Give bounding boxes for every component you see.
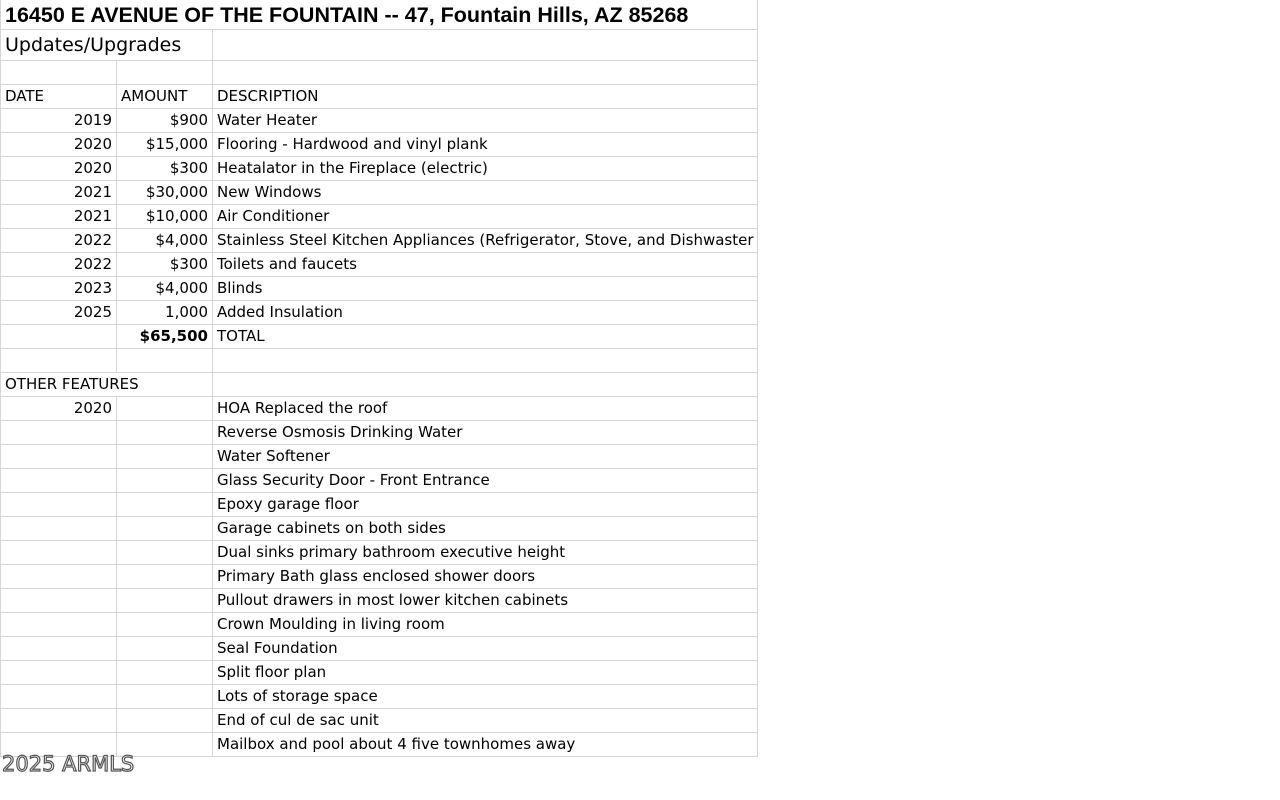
date-cell: 2019 [0,109,117,132]
description-cell: Stainless Steel Kitchen Appliances (Refrigerator, Stove, and Dishwaster [213,229,758,252]
list-item [0,637,758,661]
feature-description: Lots of storage space [213,685,758,708]
date-cell [0,709,117,732]
feature-description: Water Softener [213,445,758,468]
date-cell: 2022 [0,253,117,276]
feature-description: Crown Moulding in living room [213,613,758,636]
blank-row [0,61,758,85]
empty-cell [0,349,117,372]
date-cell: 2022 [0,229,117,252]
date-cell [0,565,117,588]
date-cell [0,613,117,636]
empty-cell [117,709,213,732]
empty-cell [213,61,758,84]
feature-description: Reverse Osmosis Drinking Water [213,421,758,444]
date-cell [0,661,117,684]
date-cell: 2021 [0,205,117,228]
feature-description: Glass Security Door - Front Entrance [213,469,758,492]
list-item [0,661,758,685]
empty-cell [117,349,213,372]
date-header: DATE [0,85,117,108]
description-cell: Added Insulation [213,301,758,324]
date-cell: 2025 [0,301,117,324]
list-item [0,421,758,445]
amount-cell: $10,000 [117,205,213,228]
empty-cell [213,349,758,372]
amount-cell: $300 [117,157,213,180]
date-cell [0,637,117,660]
feature-description: End of cul de sac unit [213,709,758,732]
amount-cell: $300 [117,253,213,276]
total-label: TOTAL [213,325,758,348]
description-cell: Blinds [213,277,758,300]
section-title: Updates/Upgrades [0,30,213,61]
feature-description: HOA Replaced the roof [213,397,758,420]
other-features-body [0,397,758,757]
other-features-heading-row [0,373,758,397]
feature-description: Garage cabinets on both sides [213,517,758,540]
empty-cell [213,373,758,396]
list-item [0,685,758,709]
table-row [0,253,758,277]
empty-cell [117,589,213,612]
empty-cell [117,421,213,444]
empty-cell [0,61,117,84]
empty-cell [117,541,213,564]
armls-watermark: 2025 ARMLS [2,752,135,776]
amount-cell: $900 [117,109,213,132]
table-row [0,205,758,229]
blank-row [0,349,758,373]
table-row [0,133,758,157]
amount-cell: $30,000 [117,181,213,204]
other-features-heading: OTHER FEATURES [0,373,213,396]
list-item [0,469,758,493]
date-cell: 2020 [0,133,117,156]
empty-cell [117,493,213,516]
feature-description: Split floor plan [213,661,758,684]
empty-cell [117,469,213,492]
empty-cell [117,445,213,468]
empty-cell [117,397,213,420]
description-cell: Toilets and faucets [213,253,758,276]
date-cell [0,589,117,612]
date-cell [0,517,117,540]
date-cell: 2020 [0,157,117,180]
amount-cell: 1,000 [117,301,213,324]
feature-description: Epoxy garage floor [213,493,758,516]
description-cell: New Windows [213,181,758,204]
amount-cell: $15,000 [117,133,213,156]
title-row [0,0,758,30]
list-item [0,541,758,565]
date-cell [0,493,117,516]
list-item [0,445,758,469]
empty-cell [117,613,213,636]
feature-description: Dual sinks primary bathroom executive height [213,541,758,564]
date-cell: 2023 [0,277,117,300]
empty-cell [117,661,213,684]
list-item [0,613,758,637]
property-address-title: 16450 E AVENUE OF THE FOUNTAIN -- 47, Fountain Hills, AZ 85268 [0,0,758,30]
description-header: DESCRIPTION [213,85,758,108]
empty-cell [117,61,213,84]
feature-description: Seal Foundation [213,637,758,660]
description-cell: Water Heater [213,109,758,132]
list-item [0,493,758,517]
subtitle-row [0,30,758,61]
empty-cell [117,517,213,540]
table-row [0,277,758,301]
table-row [0,157,758,181]
amount-cell: $4,000 [117,277,213,300]
feature-description: Pullout drawers in most lower kitchen cabinets [213,589,758,612]
list-item [0,397,758,421]
list-item [0,709,758,733]
table-row [0,301,758,325]
date-cell [0,685,117,708]
feature-description: Primary Bath glass enclosed shower doors [213,565,758,588]
list-item [0,565,758,589]
date-cell [0,445,117,468]
description-cell: Air Conditioner [213,205,758,228]
description-cell: Flooring - Hardwood and vinyl plank [213,133,758,156]
total-amount: $65,500 [117,325,213,348]
table-row [0,109,758,133]
date-cell [0,469,117,492]
table-row [0,181,758,205]
empty-cell [117,685,213,708]
date-cell [0,541,117,564]
date-cell [0,421,117,444]
amount-cell: $4,000 [117,229,213,252]
empty-cell [117,565,213,588]
empty-cell [0,325,117,348]
amount-header: AMOUNT [117,85,213,108]
list-item [0,517,758,541]
description-cell: Heatalator in the Fireplace (electric) [213,157,758,180]
date-cell: 2020 [0,397,117,420]
table-row [0,229,758,253]
feature-description: Mailbox and pool about 4 five townhomes away [213,733,758,756]
header-row [0,85,758,109]
date-cell: 2021 [0,181,117,204]
upgrades-table-body [0,109,758,325]
total-row [0,325,758,349]
empty-cell [213,30,758,61]
empty-cell [117,637,213,660]
list-item [0,589,758,613]
